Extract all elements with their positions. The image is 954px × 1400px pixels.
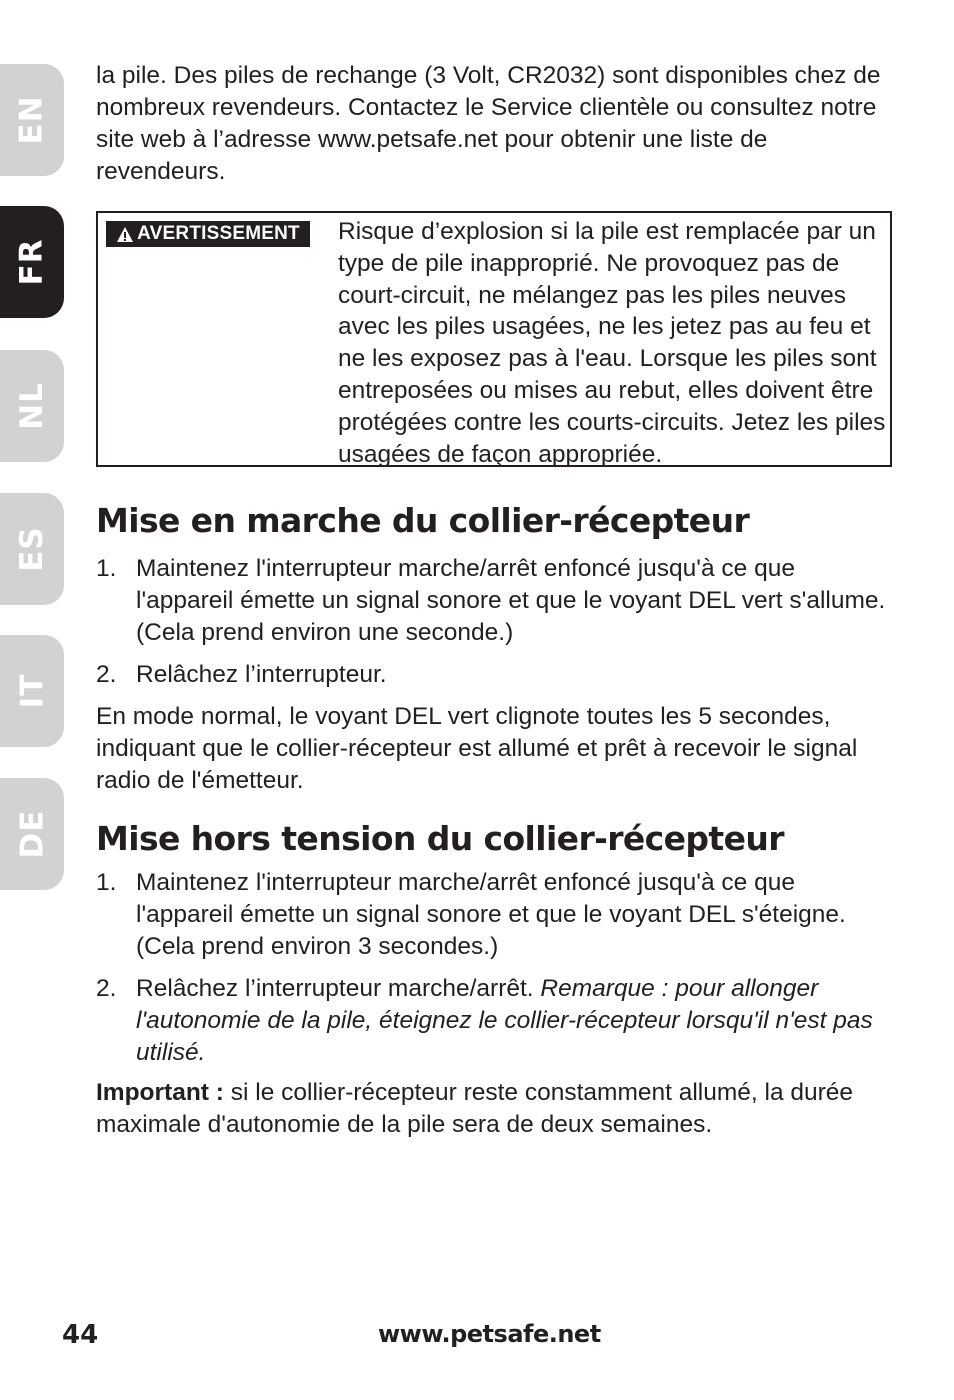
warning-box	[96, 211, 892, 467]
page-content	[96, 60, 892, 1141]
language-tab-fr[interactable]	[0, 206, 64, 318]
warning-triangle-icon	[116, 226, 134, 243]
power-on-steps	[96, 553, 892, 691]
normal-mode-paragraph: En mode normal, le voyant DEL vert clignote toutes les 5 secondes, indiquant que le collier-récepteur est allumé et prêt à recevoir le signal radio de l'émetteur.	[96, 703, 858, 794]
language-tab-en[interactable]	[0, 64, 64, 176]
language-tab-label: IT	[14, 673, 50, 709]
footer-website: www.petsafe.net	[378, 1320, 601, 1348]
step-text: Relâchez l’interrupteur.	[136, 661, 387, 688]
step-note: Remarque : pour allonger l'autonomie de la pile, éteignez le collier-récepteur lorsqu'il n'est pas utilisé.	[136, 975, 873, 1066]
language-tab-it[interactable]	[0, 635, 64, 747]
language-tab-label: DE	[13, 809, 50, 859]
page-number: 44	[62, 1320, 99, 1350]
language-tab-nl[interactable]	[0, 350, 64, 462]
section-heading-power-on: Mise en marche du collier-récepteur	[96, 501, 750, 540]
list-item	[96, 659, 892, 691]
power-off-steps	[96, 867, 892, 1069]
step-number: 2.	[96, 975, 117, 1002]
step-text: Relâchez l’interrupteur marche/arrêt.	[136, 975, 541, 1002]
page-footer	[0, 1320, 954, 1360]
warning-badge	[106, 221, 310, 247]
step-number: 1.	[96, 555, 117, 582]
important-paragraph	[96, 1077, 892, 1141]
important-text: si le collier-récepteur reste constamment allumé, la durée maximale d'autonomie de la pile sera de deux semaines.	[96, 1079, 854, 1138]
warning-text: Risque d’explosion si la pile est remplacée par un type de pile inapproprié. Ne provoquez pas de court-circuit, ne mélangez pas les piles neuves avec les piles usagées, ne les jetez pas au feu et ne les exposez pas à l'eau. Lorsque les piles sont entreposées ou mises au rebut, elles doivent être protégées contre les courts-circuits. Jetez les piles usagées de façon appropriée.	[338, 218, 886, 468]
list-item	[96, 973, 892, 1069]
warning-badge-label: AVERTISSEMENT	[137, 223, 300, 244]
step-text: Maintenez l'interrupteur marche/arrêt enfoncé jusqu'à ce que l'appareil émette un signal sonore et que le voyant DEL s'éteigne. (Cela prend environ 3 secondes.)	[136, 869, 846, 960]
section-heading-power-off: Mise hors tension du collier-récepteur	[96, 819, 784, 858]
language-tab-es[interactable]	[0, 493, 64, 605]
language-tab-label: NL	[13, 382, 50, 430]
list-item	[96, 553, 892, 649]
intro-paragraph: la pile. Des piles de rechange (3 Volt, CR2032) sont disponibles chez de nombreux revendeurs. Contactez le Service clientèle ou consultez notre site web à l’adresse www.petsafe.net pour obtenir une liste de revendeurs.	[96, 62, 881, 185]
step-number: 2.	[96, 661, 117, 688]
language-tab-label: EN	[14, 95, 50, 145]
language-tab-label: FR	[13, 238, 50, 286]
language-tab-label: ES	[13, 526, 50, 572]
step-number: 1.	[96, 869, 117, 896]
language-tab-de[interactable]	[0, 778, 64, 890]
list-item	[96, 867, 892, 963]
step-text: Maintenez l'interrupteur marche/arrêt enfoncé jusqu'à ce que l'appareil émette un signal sonore et que le voyant DEL vert s'allume. (Cela prend environ une seconde.)	[136, 555, 886, 646]
important-label: Important :	[96, 1079, 224, 1106]
